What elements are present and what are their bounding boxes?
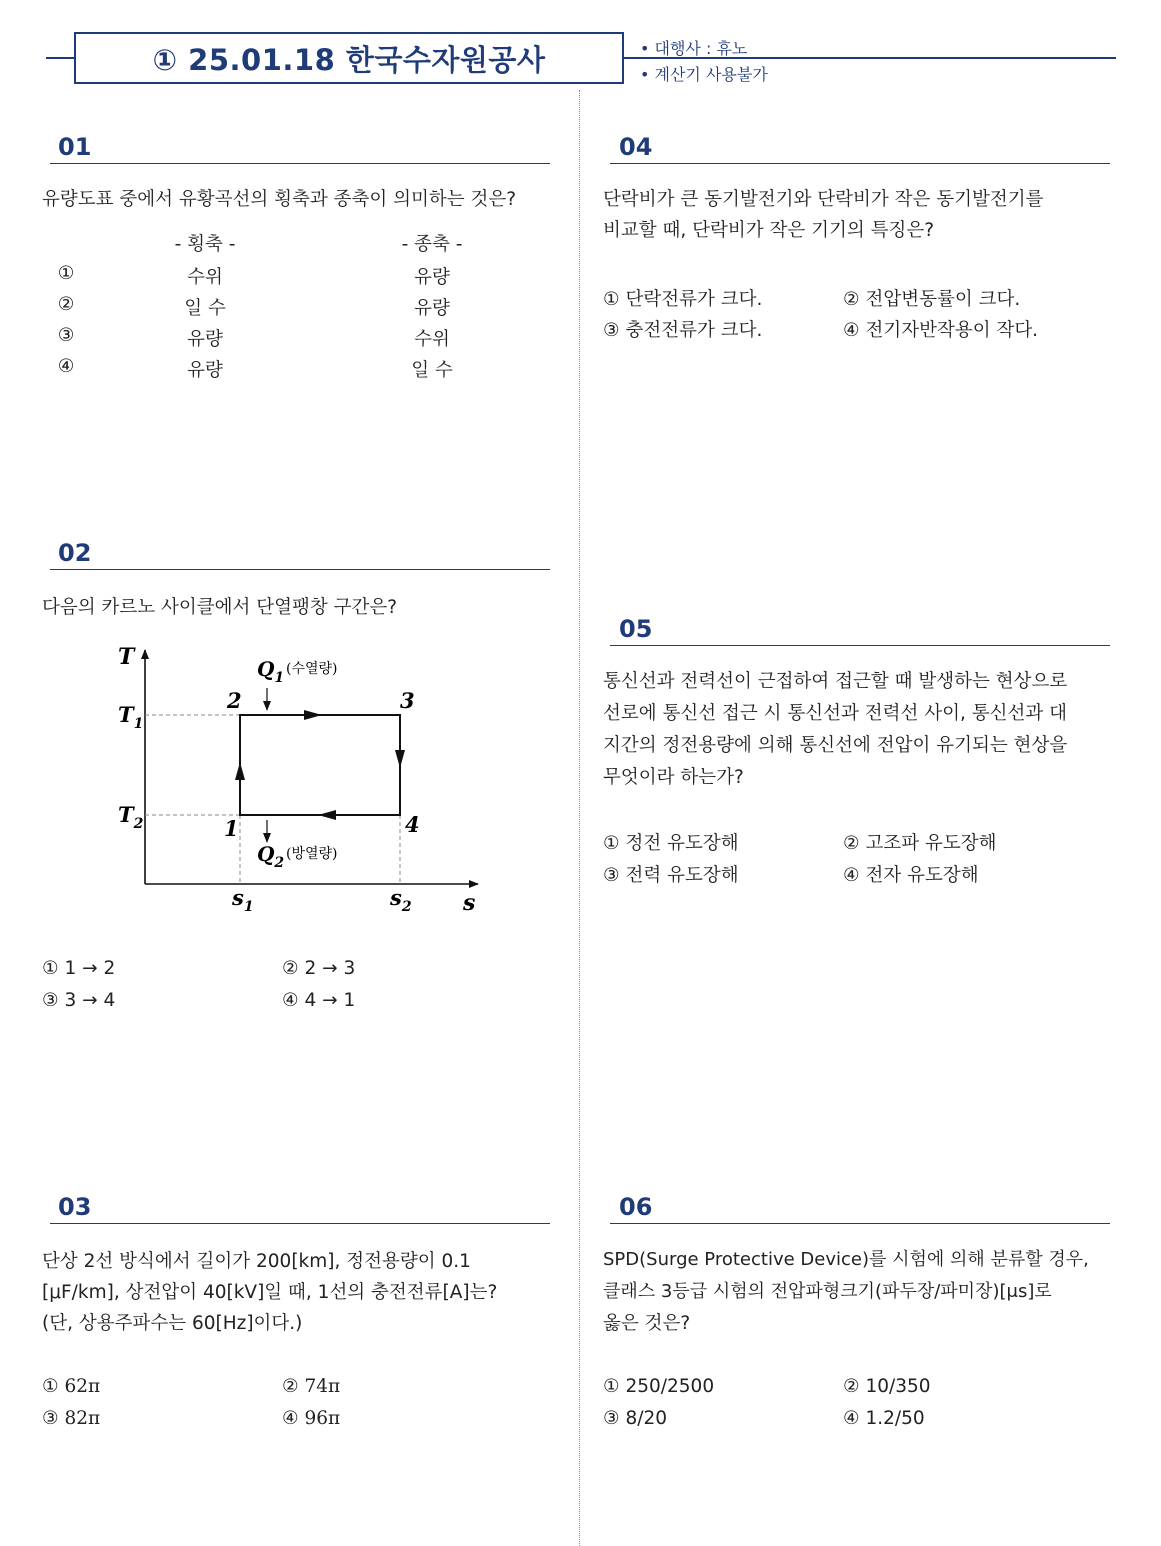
option-value: 82π [64, 1408, 101, 1429]
question-rule-06 [610, 1223, 1110, 1224]
s-axis-label: s [463, 890, 476, 916]
option-4[interactable]: ④ 전자 유도장해 [843, 865, 979, 886]
question-text-03-line2: [μF/km], 상전압이 40[kV]일 때, 1선의 충전전류[A]는? [42, 1282, 498, 1303]
option-y: 유량 [414, 267, 450, 288]
option-x: 유량 [187, 329, 223, 350]
option-mark[interactable]: ① [57, 263, 75, 284]
question-rule-02 [50, 569, 550, 570]
question-text-03-line3: (단, 상용주파수는 60[Hz]이다.) [42, 1313, 303, 1334]
option-1[interactable]: ① 정전 유도장해 [603, 833, 739, 854]
option-y: 유량 [414, 298, 450, 319]
question-text-05-line4: 무엇이라 하는가? [603, 767, 744, 788]
arrow-4-1 [318, 810, 336, 820]
option-mark[interactable]: ④ [57, 356, 75, 377]
question-text-03-line1: 단상 2선 방식에서 길이가 200[km], 정전용량이 0.1 [42, 1251, 471, 1272]
option-value: 96π [304, 1408, 341, 1429]
option-mark[interactable]: ③ [57, 325, 75, 346]
option-x: 일 수 [184, 298, 226, 319]
option-mark: ③ [42, 1408, 59, 1429]
carnot-cycle-diagram [110, 642, 490, 917]
option-1[interactable]: ① 250/2500 [603, 1376, 715, 1397]
s1-label: $s_1$ [232, 885, 254, 915]
option-mark[interactable]: ② [57, 294, 75, 315]
option-3[interactable] [42, 1408, 100, 1429]
q1-label: $Q_1$ [257, 657, 285, 686]
option-2[interactable]: ② 2 → 3 [282, 958, 356, 979]
t2-label: $T_2$ [118, 802, 144, 832]
header-rule-left [46, 57, 74, 59]
question-text-04-line1: 단락비가 큰 동기발전기와 단락비가 작은 동기발전기를 [603, 189, 1044, 210]
option-mark: ④ [282, 1408, 299, 1429]
cycle-path [240, 715, 400, 815]
option-y: 수위 [414, 329, 450, 350]
question-rule-01 [50, 163, 550, 164]
header-note-agency: • 대행사 : 휴노 [640, 39, 748, 58]
option-4[interactable] [282, 1408, 340, 1429]
page-title: ① 25.01.18 한국수자원공사 [74, 32, 624, 84]
option-4[interactable]: ④ 전기자반작용이 작다. [843, 320, 1039, 341]
col-header-x: - 횡축 - [174, 234, 236, 255]
option-value: 74π [304, 1376, 341, 1397]
question-text-02: 다음의 카르노 사이클에서 단열팽창 구간은? [42, 597, 398, 618]
option-2[interactable] [282, 1376, 340, 1397]
option-value: 62π [64, 1376, 101, 1397]
question-rule-04 [610, 163, 1110, 164]
question-text-06-line2: 클래스 3등급 시험의 전압파형크기(파두장/파미장)[μs]로 [603, 1281, 1052, 1302]
s2-label: $s_2$ [390, 885, 412, 915]
question-rule-05 [610, 645, 1110, 646]
point-3-label: 3 [400, 688, 415, 713]
option-2[interactable]: ② 10/350 [843, 1376, 931, 1397]
option-2[interactable]: ② 고조파 유도장해 [843, 833, 997, 854]
question-text-05-line1: 통신선과 전력선이 근접하여 접근할 때 발생하는 현상으로 [603, 671, 1068, 692]
question-number-03: 03 [58, 1193, 92, 1221]
question-rule-03 [50, 1223, 550, 1224]
question-text-05-line2: 선로에 통신선 접근 시 통신선과 전력선 사이, 통신선과 대 [603, 703, 1067, 724]
t-axis-label: T [118, 644, 135, 670]
point-1-label: 1 [224, 816, 239, 841]
point-4-label: 4 [405, 812, 420, 837]
question-number-05: 05 [619, 615, 653, 643]
question-text-06-line3: 옳은 것은? [603, 1313, 691, 1334]
question-text-01: 유량도표 중에서 유황곡선의 횡축과 종축이 의미하는 것은? [42, 189, 517, 210]
option-4[interactable]: ④ 1.2/50 [843, 1408, 925, 1429]
point-2-label: 2 [227, 688, 242, 713]
option-x: 수위 [187, 267, 223, 288]
question-number-01: 01 [58, 133, 92, 161]
option-x: 유량 [187, 360, 223, 381]
option-2[interactable]: ② 전압변동률이 크다. [843, 289, 1021, 310]
option-1[interactable]: ① 단락전류가 크다. [603, 289, 763, 310]
t1-label: $T_1$ [118, 702, 144, 732]
option-3[interactable]: ③ 3 → 4 [42, 990, 116, 1011]
header-note-calculator: • 계산기 사용불가 [640, 65, 768, 84]
option-1[interactable]: ① 1 → 2 [42, 958, 116, 979]
question-number-04: 04 [619, 133, 653, 161]
column-divider [579, 90, 580, 1546]
option-4[interactable]: ④ 4 → 1 [282, 990, 356, 1011]
question-text-06-line1: SPD(Surge Protective Device)를 시험에 의해 분류할 경우, [603, 1249, 1089, 1270]
option-3[interactable]: ③ 전력 유도장해 [603, 865, 739, 886]
question-text-05-line3: 지간의 정전용량에 의해 통신선에 전압이 유기되는 현상을 [603, 735, 1068, 756]
option-mark: ② [282, 1376, 299, 1397]
arrow-3-4 [395, 750, 405, 768]
option-y: 일 수 [411, 360, 453, 381]
option-3[interactable]: ③ 충전전류가 크다. [603, 320, 763, 341]
q1-note: (수열량) [286, 661, 338, 677]
option-mark: ① [42, 1376, 59, 1397]
q2-note: (방열량) [286, 846, 338, 862]
option-3[interactable]: ③ 8/20 [603, 1408, 668, 1429]
option-1[interactable] [42, 1376, 100, 1397]
arrow-1-2 [235, 762, 245, 780]
q2-label: $Q_2$ [257, 842, 285, 871]
question-number-02: 02 [58, 539, 92, 567]
question-text-04-line2: 비교할 때, 단락비가 작은 기기의 특징은? [603, 220, 935, 241]
arrow-2-3 [304, 710, 322, 720]
col-header-y: - 종축 - [401, 234, 463, 255]
question-number-06: 06 [619, 1193, 653, 1221]
